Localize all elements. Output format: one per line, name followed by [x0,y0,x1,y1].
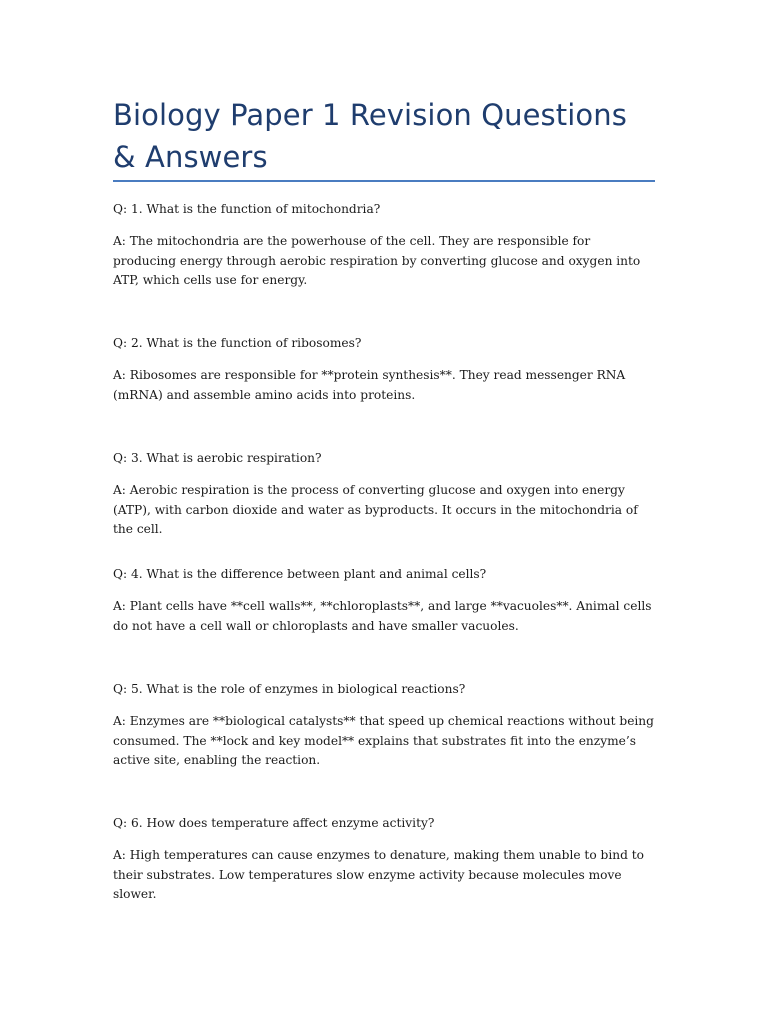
answer-text: A: High temperatures can cause enzymes to denature, making them unable to bind to their substrates. Low temperatures slow enzyme activity because molecules move slower. [113,848,644,901]
title-underline [113,180,655,182]
question-text: Q: 1. What is the function of mitochondria? [113,202,381,216]
qa-item-3 [113,449,655,540]
qa-item-2 [113,334,655,405]
answer-text: A: The mitochondria are the powerhouse of the cell. They are responsible for producing energy through aerobic respiration by converting glucose and oxygen into ATP, which cells use for energy. [113,234,641,287]
answer-text: A: Aerobic respiration is the process of converting glucose and oxygen into energy (ATP), with carbon dioxide and water as byproducts. It occurs in the mitochondria of the cell. [113,483,638,536]
answer-text: A: Plant cells have **cell walls**, **chloroplasts**, and large **vacuoles**. Animal cells do not have a cell wall or chloroplasts and have smaller vacuoles. [113,599,652,633]
answer-text: A: Ribosomes are responsible for **protein synthesis**. They read messenger RNA (mRNA) and assemble amino acids into proteins. [113,368,626,402]
question-text: Q: 3. What is aerobic respiration? [113,451,322,465]
qa-item-4 [113,565,655,636]
question-text: Q: 4. What is the difference between plant and animal cells? [113,567,487,581]
question-text: Q: 5. What is the role of enzymes in biological reactions? [113,682,466,696]
qa-item-1 [113,200,655,291]
answer-text: A: Enzymes are **biological catalysts** that speed up chemical reactions without being consumed. The **lock and key model** explains that substrates fit into the enzyme’s active site, enabling the reaction. [113,714,654,767]
question-text: Q: 2. What is the function of ribosomes? [113,336,362,350]
qa-item-5 [113,680,655,771]
question-text: Q: 6. How does temperature affect enzyme activity? [113,816,435,830]
document-title: Biology Paper 1 Revision Questions & Answers [113,98,627,174]
qa-item-6 [113,814,655,905]
